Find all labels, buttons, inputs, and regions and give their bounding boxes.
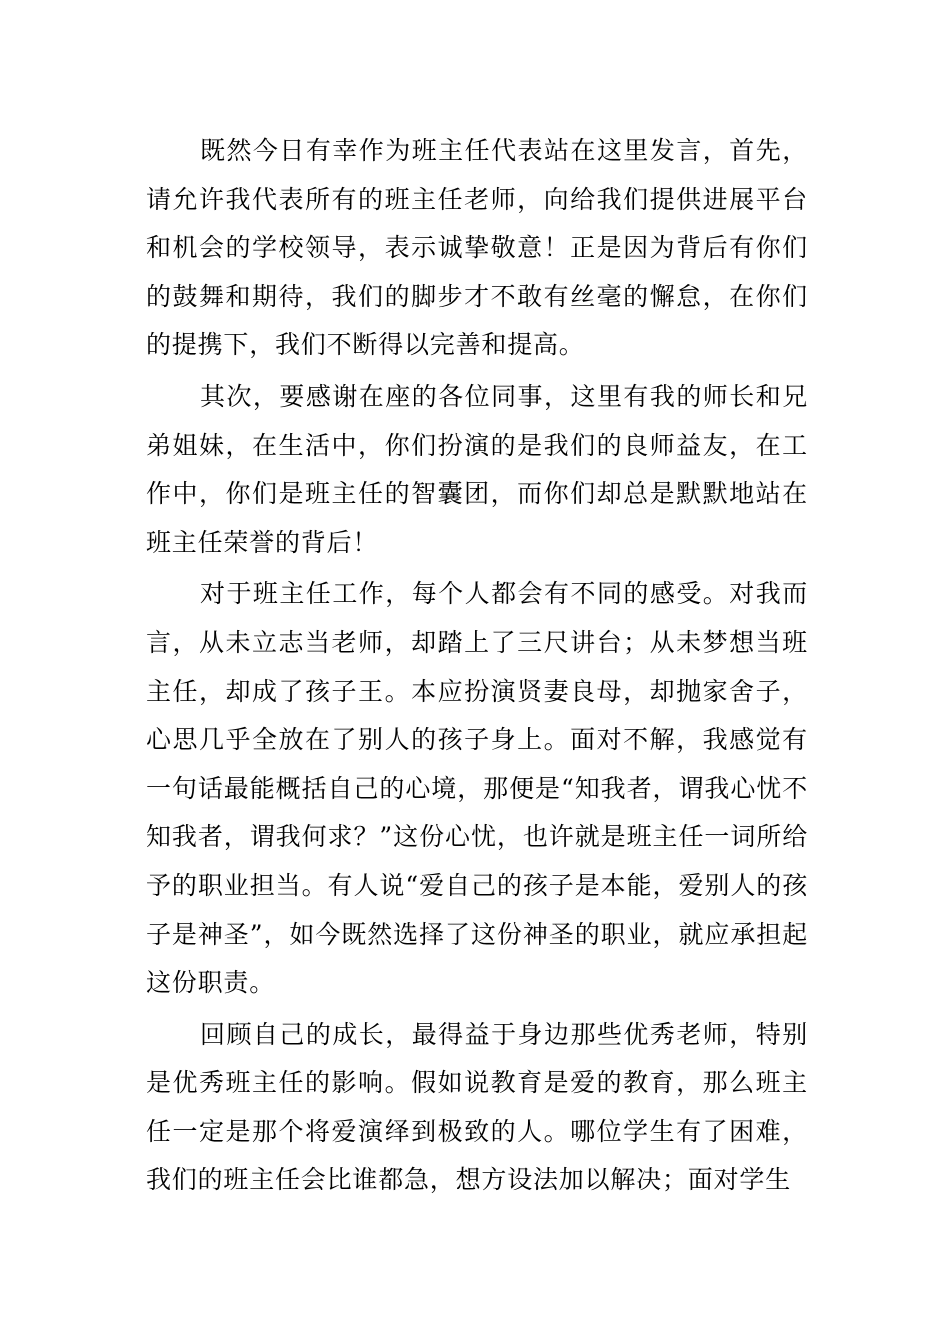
paragraph-1: 既然今日有幸作为班主任代表站在这里发言，首先，请允许我代表所有的班主任老师，向给我们提供进展平台和机会的学校领导，表示诚挚敬意！正是因为背后有你们的鼓舞和期待，我们的脚步才不敢有丝毫的懈怠，在你们的提携下，我们不断得以完善和提高。 bbox=[146, 136, 808, 360]
paragraph-2: 其次，要感谢在座的各位同事，这里有我的师长和兄弟姐妹，在生活中，你们扮演的是我们的良师益友，在工作中，你们是班主任的智囊团，而你们却总是默默地站在班主任荣誉的背后！ bbox=[146, 381, 808, 557]
paragraph-4: 回顾自己的成长，最得益于身边那些优秀老师，特别是优秀班主任的影响。假如说教育是爱的教育，那么班主任一定是那个将爱演绎到极致的人。哪位学生有了困难，我们的班主任会比谁都急，想方设法加以解决；面对学生 bbox=[146, 1019, 808, 1195]
document-body bbox=[146, 127, 808, 1208]
paragraph-3: 对于班主任工作，每个人都会有不同的感受。对我而言，从未立志当老师，却踏上了三尺讲台；从未梦想当班主任，却成了孩子王。本应扮演贤妻良母，却抛家舍子，心思几乎全放在了别人的孩子身上。面对不解，我感觉有一句话最能概括自己的心境，那便是“知我者，谓我心忧不知我者，谓我何求？”这份心忧，也许就是班主任一词所给予的职业担当。有人说“爱自己的孩子是本能，爱别人的孩子是神圣”，如今既然选择了这份神圣的职业，就应承担起这份职责。 bbox=[146, 579, 808, 998]
